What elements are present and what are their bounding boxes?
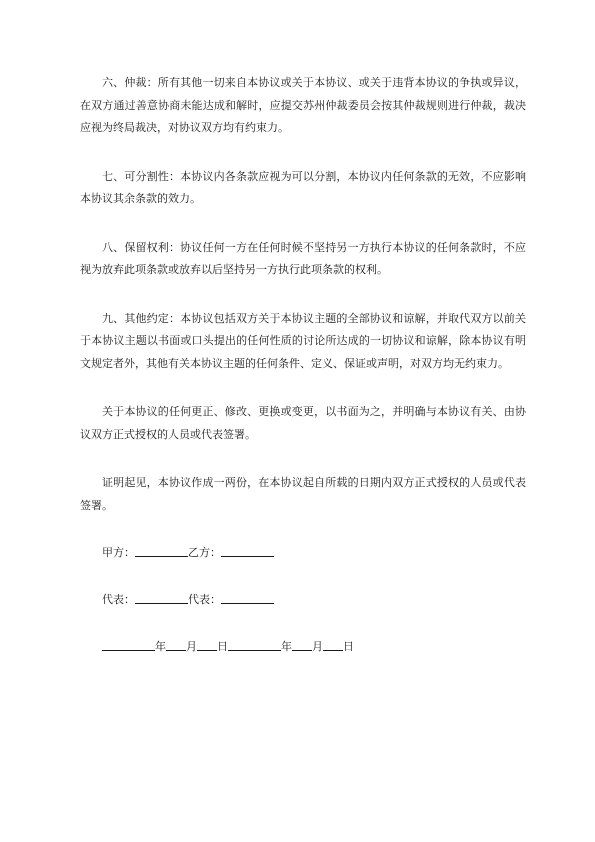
date-b-day-char: 日 xyxy=(343,640,354,653)
date-b-month-blank[interactable] xyxy=(292,638,312,651)
clause-amendments: 关于本协议的任何更正、修改、更换或变更，以书面为之，并明确与本协议有关、由协议双方正式授权的人员或代表签署。 xyxy=(80,405,526,441)
date-b-year-blank[interactable] xyxy=(228,638,281,651)
date-b-month-char: 月 xyxy=(312,640,323,653)
clause-severability: 七、可分割性：本协议内各条款应视为可以分割，本协议内任何条款的无效，不应影响本协议其余条款的效力。 xyxy=(80,169,526,205)
date-a-day-char: 日 xyxy=(217,640,228,653)
date-b-day-blank[interactable] xyxy=(323,638,343,651)
signature-parties-line xyxy=(80,543,526,563)
rep-b-label: 代表： xyxy=(188,593,221,606)
clause-reservation-of-rights: 八、保留权利：协议任何一方在任何时候不坚持另一方执行本协议的任何条款时，不应视为放弃此项条款或放弃以后坚持另一方执行此项条款的权利。 xyxy=(80,240,526,276)
party-a-blank[interactable] xyxy=(135,544,188,557)
signature-representatives-line xyxy=(80,590,526,610)
rep-a-blank[interactable] xyxy=(135,591,188,604)
date-a-day-blank[interactable] xyxy=(197,638,217,651)
party-a-label: 甲方： xyxy=(102,546,135,559)
signature-dates-line xyxy=(80,637,526,657)
clause-other-agreements: 九、其他约定：本协议包括双方关于本协议主题的全部协议和谅解，并取代双方以前关于本协议主题以书面或口头提出的任何性质的讨论所达成的一切协议和谅解，除本协议有明文规定者外，其他有关本协议主题的任何条件、定义、保证或声明，对双方均无约束力。 xyxy=(80,311,526,370)
date-a-year-blank[interactable] xyxy=(102,638,155,651)
document-body xyxy=(80,72,526,684)
rep-a-label: 代表： xyxy=(102,593,135,606)
date-a-month-blank[interactable] xyxy=(166,638,186,651)
party-b-blank[interactable] xyxy=(221,544,274,557)
date-a-month-char: 月 xyxy=(186,640,197,653)
date-b-year-char: 年 xyxy=(281,640,292,653)
party-b-label: 乙方： xyxy=(188,546,221,559)
rep-b-blank[interactable] xyxy=(221,591,274,604)
clause-witness: 证明起见，本协议作成一两份，在本协议起自所载的日期内双方正式授权的人员或代表签署。 xyxy=(80,476,526,512)
clause-arbitration: 六、仲裁：所有其他一切来自本协议或关于本协议、或关于违背本协议的争执或异议，在双方通过善意协商未能达成和解时，应提交苏州仲裁委员会按其仲裁规则进行仲裁，裁决应视为终局裁决，对协议双方均有约束力。 xyxy=(80,76,526,134)
date-a-year-char: 年 xyxy=(155,640,166,653)
